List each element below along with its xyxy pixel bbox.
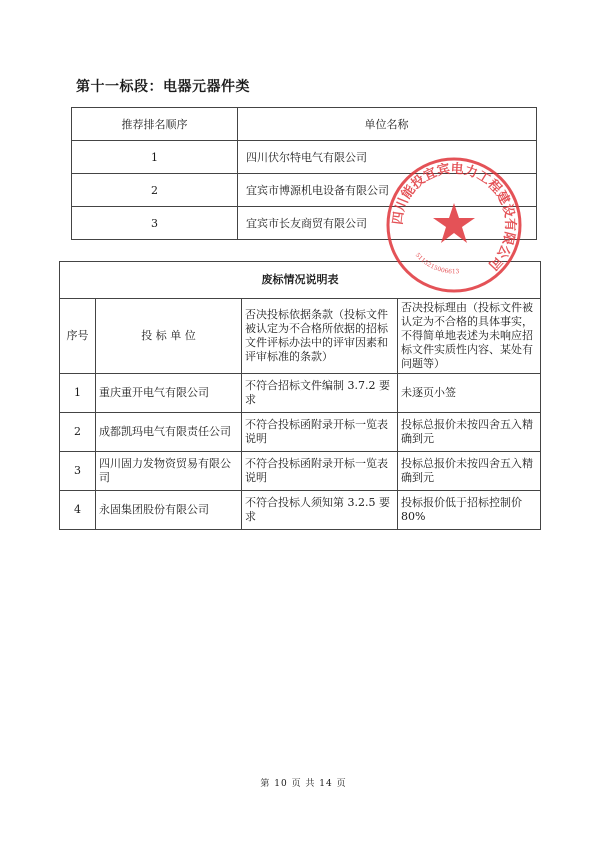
column-header-reason: 否决投标理由（投标文件被认定为不合格的具体事实，不得简单地表述为未响应招标文件实质性内容、某处有问题等） (398, 299, 541, 374)
basis-cell: 不符合投标函附录开标一览表说明 (242, 452, 398, 491)
seal-code-path: 5115215006613 (413, 251, 460, 276)
rank-cell: 1 (72, 141, 238, 174)
unit-name-cell: 宜宾市博源机电设备有限公司 (238, 174, 537, 207)
reason-cell: 投标总报价未按四舍五入精确到元 (398, 413, 541, 452)
bidder-cell: 重庆重开电气有限公司 (96, 374, 242, 413)
bidder-cell: 成都凯玛电气有限责任公司 (96, 413, 242, 452)
table-row (60, 374, 541, 413)
basis-cell: 不符合招标文件编制 3.7.2 要求 (242, 374, 398, 413)
table-row (72, 141, 537, 174)
reason-cell: 投标报价低于招标控制价 80% (398, 491, 541, 530)
column-header-basis: 否决投标依据条款（投标文件被认定为不合格所依据的招标文件评标办法中的评审因素和评审标准的条款） (242, 299, 398, 374)
basis-cell: 不符合投标函附录开标一览表说明 (242, 413, 398, 452)
page-number: 第 10 页 共 14 页 (260, 779, 347, 789)
recommendation-table (71, 107, 537, 240)
column-header-rank: 推荐排名顺序 (72, 108, 238, 141)
row-number: 3 (60, 452, 96, 491)
table-row (60, 491, 541, 530)
table-row (72, 174, 537, 207)
column-header-no: 序号 (60, 299, 96, 374)
rejection-table-title: 废标情况说明表 (60, 262, 541, 299)
seal-text-path: 四川能投宜宾电力工程建设有限公司 (390, 161, 518, 273)
reason-cell: 投标总报价未按四舍五入精确到元 (398, 452, 541, 491)
rank-cell: 2 (72, 174, 238, 207)
bidder-cell: 永固集团股份有限公司 (96, 491, 242, 530)
reason-cell: 未逐页小签 (398, 374, 541, 413)
basis-cell: 不符合投标人须知第 3.2.5 要求 (242, 491, 398, 530)
row-number: 2 (60, 413, 96, 452)
table-header-row (60, 299, 541, 374)
row-number: 1 (60, 374, 96, 413)
unit-name-cell: 宜宾市长友商贸有限公司 (238, 207, 537, 240)
table-row (60, 413, 541, 452)
column-header-unit: 投 标 单 位 (96, 299, 242, 374)
table-header-row (72, 108, 537, 141)
section-heading: 第十一标段：电器元器件类 (76, 79, 250, 95)
table-title-row (60, 262, 541, 299)
row-number: 4 (60, 491, 96, 530)
rank-cell: 3 (72, 207, 238, 240)
column-header-unit-name: 单位名称 (238, 108, 537, 141)
bidder-cell: 四川固力发物资贸易有限公司 (96, 452, 242, 491)
rejection-table (59, 261, 541, 530)
unit-name-cell: 四川伏尔特电气有限公司 (238, 141, 537, 174)
table-row (60, 452, 541, 491)
table-row (72, 207, 537, 240)
